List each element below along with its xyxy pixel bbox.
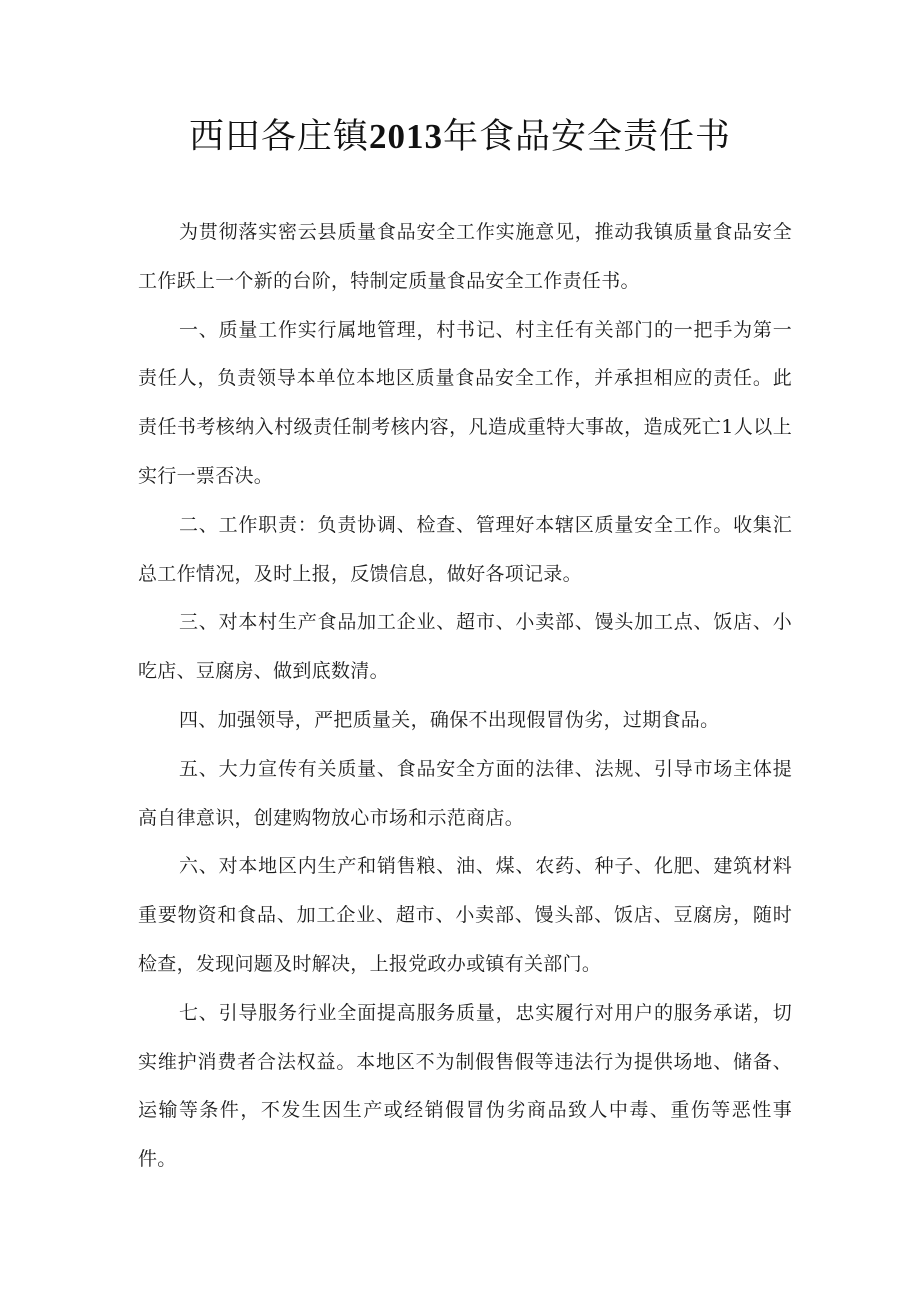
title-year: 2013	[369, 117, 443, 156]
paragraph-item-5: 五、大力宣传有关质量、食品安全方面的法律、法规、引导市场主体提高自律意识，创建购物放心市场和示范商店。	[138, 757, 792, 829]
paragraph-item-4: 四、加强领导，严把质量关，确保不出现假冒伪劣，过期食品。	[179, 708, 720, 731]
paragraph-item-3: 三、对本村生产食品加工企业、超市、小卖部、馒头加工点、饭店、小吃店、豆腐房、做到底数清。	[138, 611, 792, 683]
title-suffix: 年食品安全责任书	[443, 117, 732, 157]
document-title	[0, 112, 920, 162]
paragraph-item-7: 七、引导服务行业全面提高服务质量，忠实履行对用户的服务承诺，切实维护消费者合法权益。本地区不为制假售假等违法行为提供场地、储备、运输等条件，不发生因生产或经销假冒伪劣商品致人中毒、重伤等恶性事件。	[138, 1001, 792, 1171]
document-body	[138, 208, 792, 1184]
paragraph-item-2: 二、工作职责：负责协调、检查、管理好本辖区质量安全工作。收集汇总工作情况，及时上报，反馈信息，做好各项记录。	[138, 513, 792, 585]
paragraph-item-1: 一、质量工作实行属地管理，村书记、村主任有关部门的一把手为第一责任人，负责领导本单位本地区质量食品安全工作，并承担相应的责任。此责任书考核纳入村级责任制考核内容，凡造成重特大事故，造成死亡1人以上实行一票否决。	[138, 318, 792, 487]
paragraph-intro: 为贯彻落实密云县质量食品安全工作实施意见，推动我镇质量食品安全工作跃上一个新的台阶，特制定质量食品安全工作责任书。	[138, 221, 792, 292]
paragraph-item-6: 六、对本地区内生产和销售粮、油、煤、农药、种子、化肥、建筑材料重要物资和食品、加工企业、超市、小卖部、馒头部、饭店、豆腐房，随时检查，发现问题及时解决，上报党政办或镇有关部门。	[138, 855, 792, 975]
title-prefix: 西田各庄镇	[188, 117, 369, 157]
